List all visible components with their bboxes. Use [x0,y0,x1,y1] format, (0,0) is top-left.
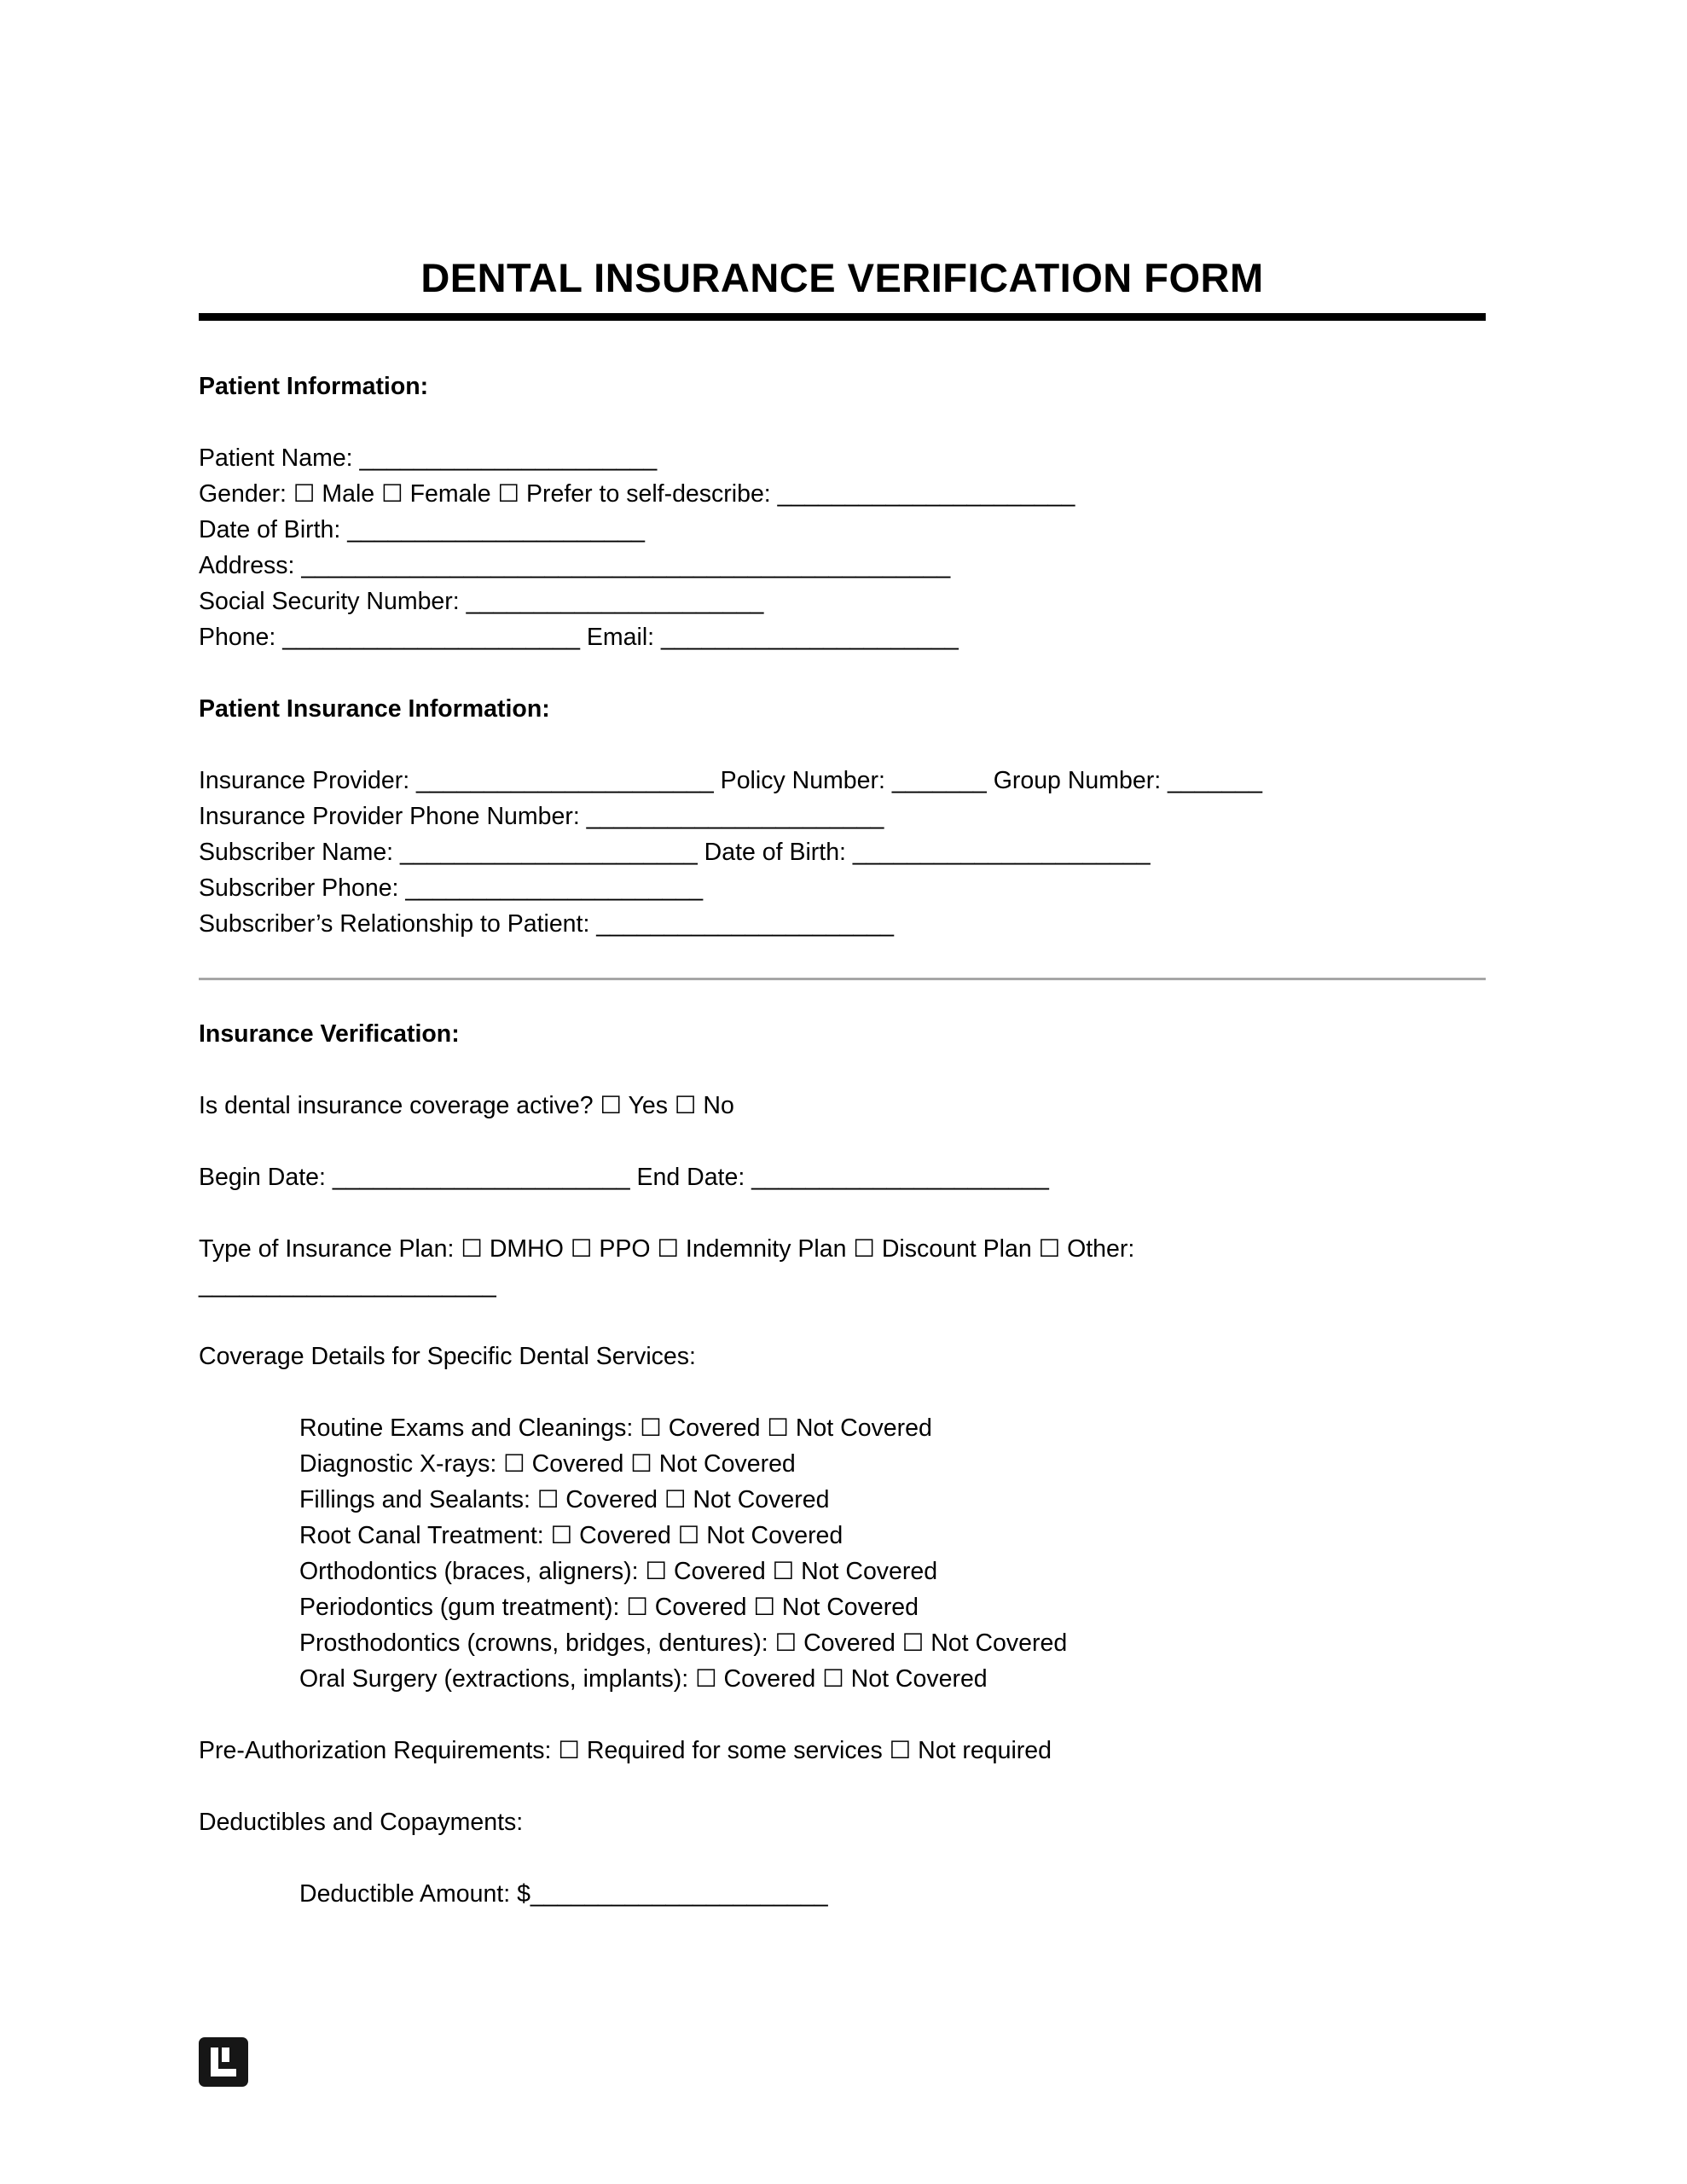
plan-dmho-label: DMHO [482,1235,571,1263]
insurance-verification-heading: Insurance Verification: [199,1020,460,1048]
email-label: Email: [579,624,661,651]
legal-templates-logo [199,2037,248,2087]
insurance-provider-phone-blank[interactable]: ______________________ [586,803,884,830]
periodontics-not-covered-checkbox[interactable]: ☐ [753,1593,776,1621]
plan-ppo-checkbox[interactable]: ☐ [570,1234,593,1263]
orthodontics-not-covered-checkbox[interactable]: ☐ [772,1557,795,1585]
begin-date-blank[interactable]: ______________________ [332,1164,630,1191]
preauth-not-required-checkbox[interactable]: ☐ [889,1736,912,1764]
patient-name-blank[interactable]: ______________________ [359,444,658,472]
plan-other-label: Other: [1060,1235,1135,1263]
insurance-provider-line [199,763,1486,799]
gender-line [199,476,1486,512]
prosthodontics-covered-label: Covered [797,1629,902,1657]
oral-surgery-not-covered-label: Not Covered [844,1665,988,1693]
subscriber-name-blank[interactable]: ______________________ [400,839,698,866]
prosthodontics-not-covered-checkbox[interactable]: ☐ [901,1629,925,1657]
coverage-active-no-checkbox[interactable]: ☐ [674,1091,697,1119]
diagnostic-xrays-covered-label: Covered [525,1450,631,1478]
date-of-birth-blank[interactable]: ______________________ [347,516,645,543]
patient-name-label: Patient Name: [199,444,360,472]
policy-number-blank[interactable]: _______ [891,767,987,794]
insurance-plan-type-line [199,1231,1486,1267]
end-date-blank[interactable]: ______________________ [751,1164,1049,1191]
phone-label: Phone: [199,624,283,651]
subscriber-dob-blank[interactable]: ______________________ [852,839,1151,866]
gender-self-describe-blank[interactable]: ______________________ [777,480,1075,508]
subscriber-relationship-label: Subscriber’s Relationship to Patient: [199,910,597,938]
gender-female-label: Female [403,480,498,508]
root-canal-not-covered-checkbox[interactable]: ☐ [677,1521,700,1549]
orthodontics-label: Orthodontics (braces, aligners): [299,1558,646,1585]
phone-email-line [199,619,1486,655]
plan-other-blank[interactable]: ______________________ [199,1271,496,1298]
gap [199,727,1486,763]
gap [199,980,1486,1016]
legal-templates-logo-icon [199,2037,248,2087]
plan-type-label: Type of Insurance Plan: [199,1235,461,1263]
deductibles-copayments-label-line [199,1804,1486,1840]
deductible-amount-blank[interactable]: ______________________ [530,1880,828,1908]
patient-insurance-information-heading: Patient Insurance Information: [199,695,550,723]
root-canal-line [199,1518,1486,1554]
oral-surgery-line [199,1661,1486,1697]
pre-authorization-line [199,1733,1486,1769]
gap [199,1303,1486,1339]
preauth-required-label: Required for some services [579,1737,890,1764]
gap [199,404,1486,440]
fillings-sealants-covered-checkbox[interactable]: ☐ [536,1485,559,1513]
insurance-provider-phone-label: Insurance Provider Phone Number: [199,803,587,830]
plan-discount-label: Discount Plan [874,1235,1039,1263]
gender-male-label: Male [315,480,382,508]
email-blank[interactable]: ______________________ [661,624,959,651]
policy-number-label: Policy Number: [713,767,892,794]
address-line [199,548,1486,584]
preauth-required-checkbox[interactable]: ☐ [558,1736,580,1764]
gender-female-checkbox[interactable]: ☐ [381,479,403,508]
plan-indemnity-label: Indemnity Plan [679,1235,854,1263]
coverage-details-label: Coverage Details for Specific Dental Services: [199,1343,696,1370]
plan-ppo-label: PPO [592,1235,658,1263]
patient-name-line [199,440,1486,476]
prosthodontics-not-covered-label: Not Covered [924,1629,1068,1657]
gap [199,1840,1486,1876]
periodontics-covered-label: Covered [647,1594,754,1621]
title-underline [199,313,1486,321]
gender-self-describe-label: Prefer to self-describe: [519,480,778,508]
prosthodontics-label: Prosthodontics (crowns, bridges, dentures): [299,1629,775,1657]
periodontics-not-covered-label: Not Covered [775,1594,919,1621]
document-blocks [199,369,1486,1912]
periodontics-label: Periodontics (gum treatment): [299,1594,627,1621]
diagnostic-xrays-not-covered-label: Not Covered [652,1450,796,1478]
coverage-active-label: Is dental insurance coverage active? [199,1092,600,1119]
fillings-sealants-not-covered-checkbox[interactable]: ☐ [664,1485,687,1513]
ssn-blank[interactable]: ______________________ [466,588,764,615]
subscriber-phone-label: Subscriber Phone: [199,874,406,902]
insurance-provider-phone-line [199,799,1486,834]
diagnostic-xrays-covered-checkbox[interactable]: ☐ [503,1449,525,1478]
coverage-details-label-line [199,1339,1486,1374]
periodontics-line [199,1589,1486,1625]
coverage-active-yes-checkbox[interactable]: ☐ [600,1091,623,1119]
gender-self-describe-checkbox[interactable]: ☐ [497,479,520,508]
diagnostic-xrays-label: Diagnostic X-rays: [299,1450,504,1478]
gender-male-checkbox[interactable]: ☐ [293,479,316,508]
date-of-birth-line [199,512,1486,548]
oral-surgery-covered-checkbox[interactable]: ☐ [695,1664,717,1693]
root-canal-covered-checkbox[interactable]: ☐ [550,1521,573,1549]
routine-exams-line [199,1410,1486,1446]
begin-end-date-line [199,1159,1486,1195]
deductibles-copayments-label: Deductibles and Copayments: [199,1809,524,1836]
plan-other-checkbox[interactable]: ☐ [1038,1234,1061,1263]
subscriber-dob-label: Date of Birth: [697,839,853,866]
insurance-plan-other-blank-line [199,1267,1486,1303]
preauth-not-required-label: Not required [911,1737,1052,1764]
deductible-amount-line [199,1876,1486,1912]
orthodontics-not-covered-label: Not Covered [794,1558,938,1585]
subscriber-phone-line [199,870,1486,906]
routine-exams-covered-label: Covered [661,1414,768,1442]
routine-exams-not-covered-checkbox[interactable]: ☐ [767,1414,789,1442]
insurance-provider-label: Insurance Provider: [199,767,417,794]
coverage-active-yes-label: Yes [622,1092,675,1119]
oral-surgery-not-covered-checkbox[interactable]: ☐ [822,1664,844,1693]
fillings-sealants-covered-label: Covered [559,1486,664,1513]
subscriber-phone-blank[interactable]: ______________________ [405,874,704,902]
subscriber-relationship-line [199,906,1486,942]
fillings-sealants-label: Fillings and Sealants: [299,1486,537,1513]
fillings-sealants-not-covered-label: Not Covered [686,1486,830,1513]
gap [199,1374,1486,1410]
address-label: Address: [199,552,302,579]
document-header [199,254,1486,321]
prosthodontics-line [199,1625,1486,1661]
gap [199,655,1486,691]
routine-exams-label: Routine Exams and Cleanings: [299,1414,641,1442]
oral-surgery-covered-label: Covered [716,1665,823,1693]
end-date-label: End Date: [629,1164,752,1191]
oral-surgery-label: Oral Surgery (extractions, implants): [299,1665,696,1693]
coverage-active-no-label: No [696,1092,734,1119]
prosthodontics-covered-checkbox[interactable]: ☐ [774,1629,797,1657]
periodontics-covered-checkbox[interactable]: ☐ [626,1593,648,1621]
gap [199,1052,1486,1088]
group-number-blank[interactable]: _______ [1168,767,1262,794]
gap [199,942,1486,978]
fillings-sealants-line [199,1482,1486,1518]
document-title: DENTAL INSURANCE VERIFICATION FORM [420,255,1264,300]
ssn-line [199,584,1486,619]
gap [199,1769,1486,1804]
gender-label: Gender: [199,480,293,508]
root-canal-covered-label: Covered [572,1522,678,1549]
gap [199,1124,1486,1159]
diagnostic-xrays-line [199,1446,1486,1482]
routine-exams-not-covered-label: Not Covered [788,1414,932,1442]
orthodontics-covered-label: Covered [667,1558,773,1585]
begin-date-label: Begin Date: [199,1164,333,1191]
gap [199,1195,1486,1231]
address-blank[interactable]: ________________________________________________ [301,552,951,579]
orthodontics-line [199,1554,1486,1589]
insurance-provider-blank[interactable]: ______________________ [416,767,714,794]
deductible-amount-label: Deductible Amount: $ [299,1880,530,1908]
gap [199,1697,1486,1733]
subscriber-name-label: Subscriber Name: [199,839,401,866]
plan-dmho-checkbox[interactable]: ☐ [461,1234,483,1263]
orthodontics-covered-checkbox[interactable]: ☐ [645,1557,668,1585]
pre-authorization-label: Pre-Authorization Requirements: [199,1737,559,1764]
patient-information-heading: Patient Information: [199,373,429,400]
phone-blank[interactable]: ______________________ [282,624,580,651]
plan-discount-checkbox[interactable]: ☐ [853,1234,875,1263]
group-number-label: Group Number: [986,767,1168,794]
subscriber-relationship-blank[interactable]: ______________________ [596,910,895,938]
ssn-label: Social Security Number: [199,588,467,615]
root-canal-label: Root Canal Treatment: [299,1522,551,1549]
routine-exams-covered-checkbox[interactable]: ☐ [640,1414,662,1442]
date-of-birth-label: Date of Birth: [199,516,348,543]
root-canal-not-covered-label: Not Covered [699,1522,844,1549]
coverage-active-line [199,1088,1486,1124]
diagnostic-xrays-not-covered-checkbox[interactable]: ☐ [630,1449,652,1478]
plan-indemnity-checkbox[interactable]: ☐ [657,1234,679,1263]
subscriber-name-line [199,834,1486,870]
